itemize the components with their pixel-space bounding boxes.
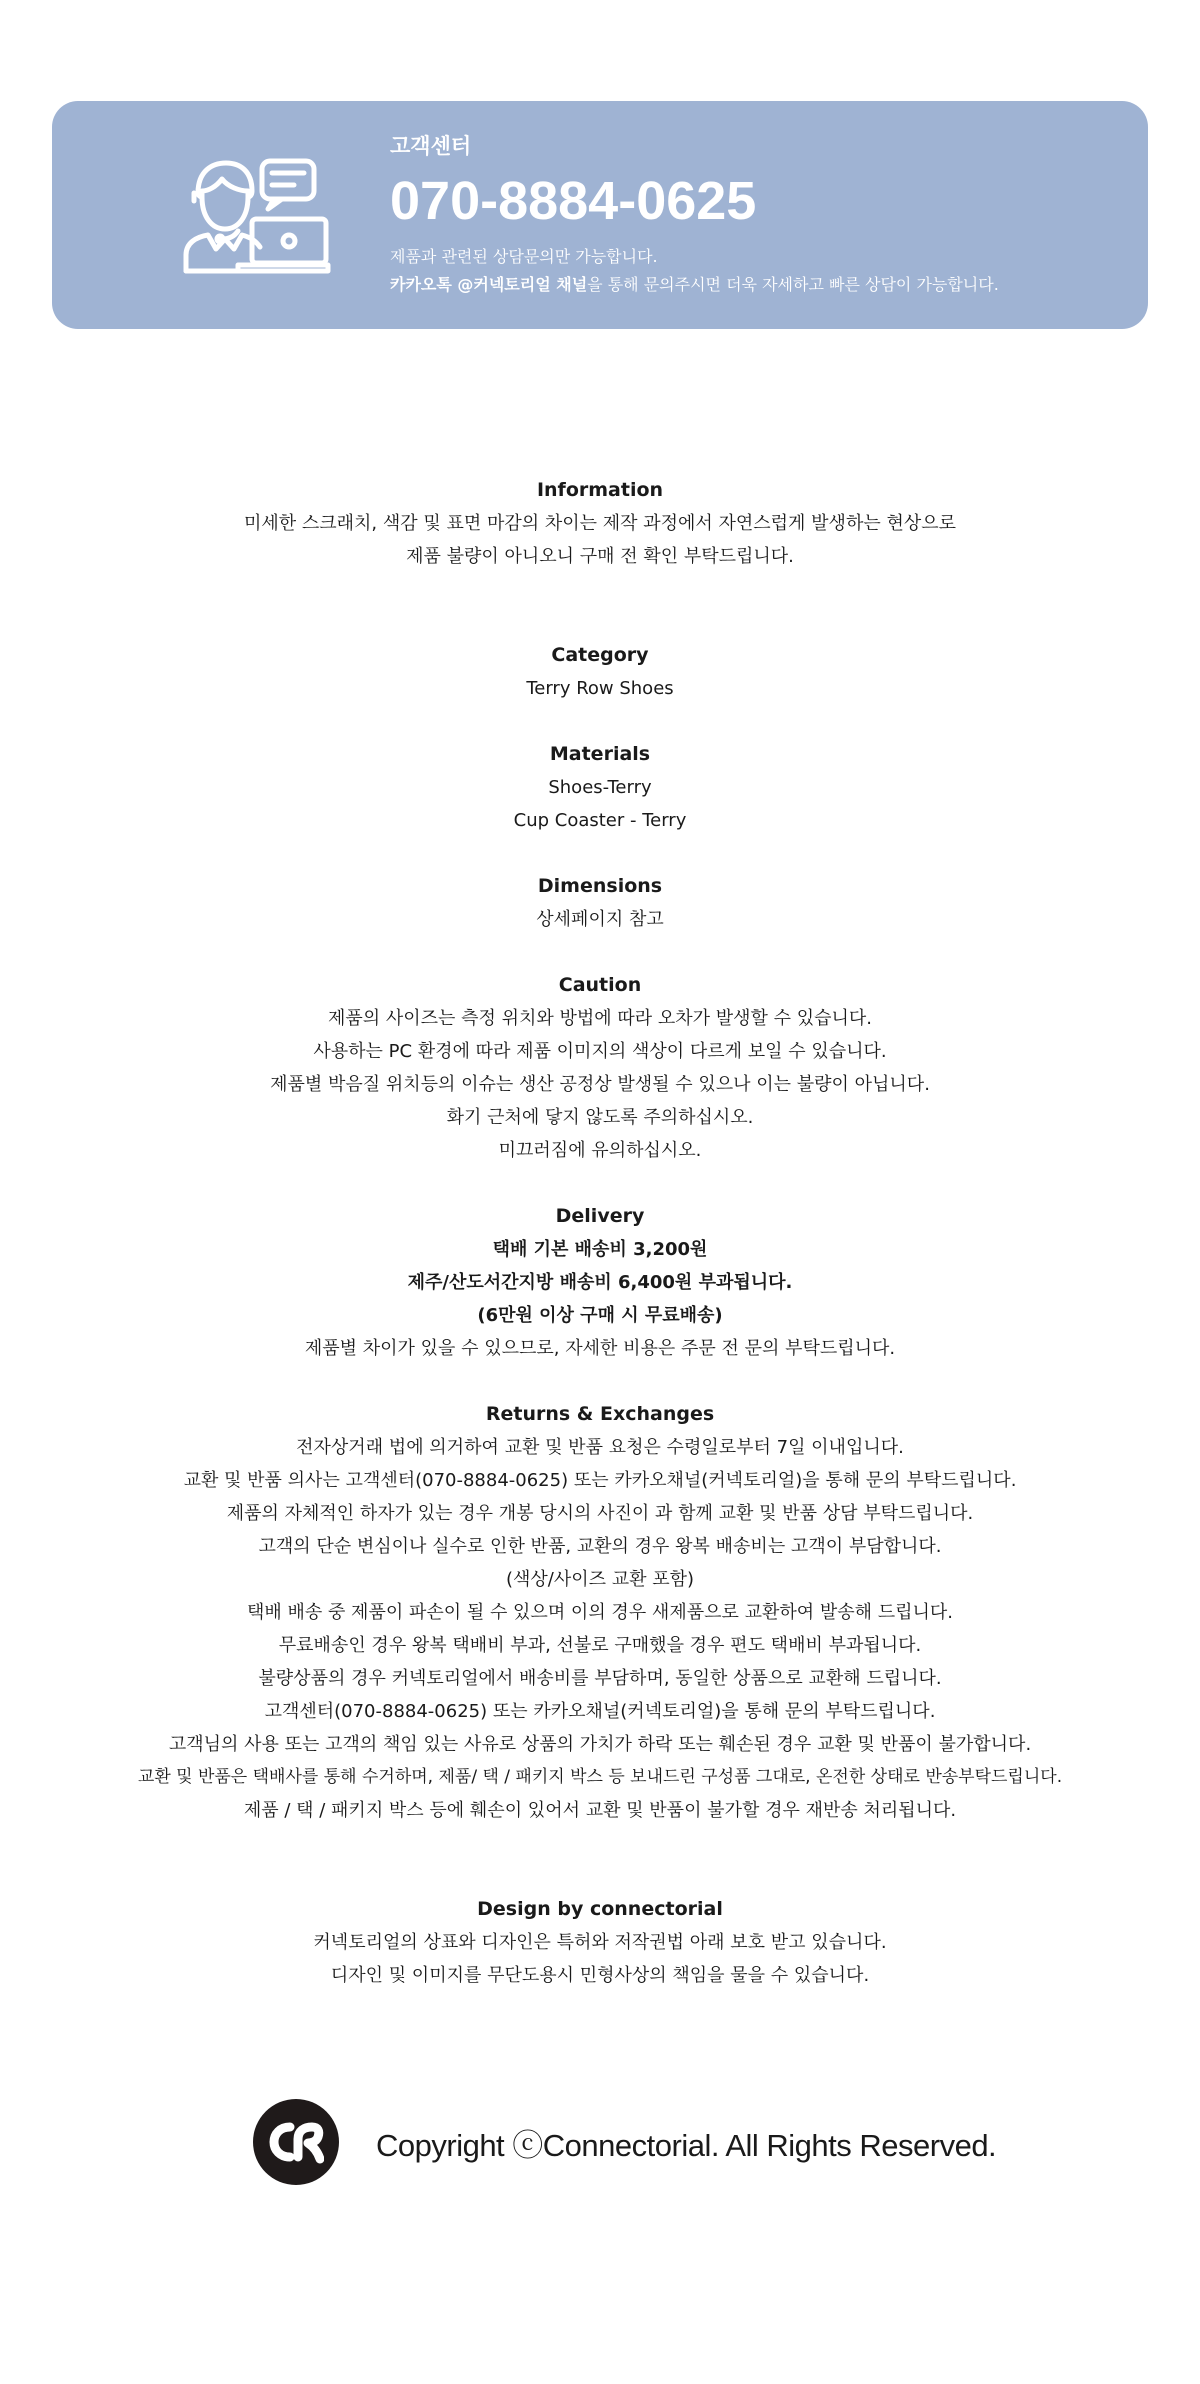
info-line-bold: (6만원 이상 구매 시 무료배송): [477, 1305, 723, 1326]
info-line: 무료배송인 경우 왕복 택배비 부과, 선불로 구매했을 경우 편도 택배비 부과됩니다.: [278, 1635, 922, 1656]
section-information: [0, 474, 1200, 573]
section-materials: [0, 738, 1200, 837]
customer-center-banner: [52, 101, 1148, 329]
customer-center-title: 고객센터: [390, 134, 472, 158]
connectorial-logo: [253, 2099, 339, 2185]
section-title: Dimensions: [537, 875, 663, 897]
info-line: Terry Row Shoes: [526, 678, 674, 699]
info-line: 제품별 박음질 위치등의 이슈는 생산 공정상 발생될 수 있으나 이는 불량이 아닙니다.: [270, 1074, 930, 1095]
description-line-2: [390, 271, 999, 299]
info-line: 미끄러짐에 유의하십시오.: [498, 1140, 702, 1161]
section-dimensions: [0, 870, 1200, 936]
info-line: 제품 / 택 / 패키지 박스 등에 훼손이 있어서 교환 및 반품이 불가할 경우 재반송 처리됩니다.: [243, 1800, 957, 1821]
section-title: Returns & Exchanges: [485, 1403, 715, 1425]
section-category: [0, 639, 1200, 705]
info-line: 교환 및 반품 의사는 고객센터(070-8884-0625) 또는 카카오채널(커넥토리얼)을 통해 문의 부탁드립니다.: [183, 1470, 1017, 1491]
section-title: Design by connectorial: [477, 1898, 723, 1920]
section-caution: [0, 969, 1200, 1167]
info-line: 디자인 및 이미지를 무단도용시 민형사상의 책임을 물을 수 있습니다.: [330, 1965, 870, 1986]
info-line: 고객님의 사용 또는 고객의 책임 있는 사유로 상품의 가치가 하락 또는 훼손된 경우 교환 및 반품이 불가합니다.: [168, 1734, 1032, 1755]
info-line: 제품의 사이즈는 측정 위치와 방법에 따라 오차가 발생할 수 있습니다.: [327, 1008, 873, 1029]
copyright-text: Copyright ⓒConnectorial. All Rights Reserved.: [376, 2127, 997, 2163]
description-line-2-rest: 을 통해 문의주시면 더욱 자세하고 빠른 상담이 가능합니다.: [587, 275, 999, 294]
section-title: Delivery: [555, 1205, 645, 1227]
section-delivery: [0, 1200, 1200, 1365]
info-line: 전자상거래 법에 의거하여 교환 및 반품 요청은 수령일로부터 7일 이내입니다.: [296, 1437, 904, 1458]
info-line: 불량상품의 경우 커넥토리얼에서 배송비를 부담하며, 동일한 상품으로 교환해 드립니다.: [258, 1668, 942, 1689]
section-title: Category: [551, 644, 649, 666]
footer: [253, 2098, 996, 2186]
customer-center-text: [390, 131, 999, 299]
connectorial-logo-mark-icon: [268, 2119, 324, 2165]
info-line: 제품별 차이가 있을 수 있으므로, 자세한 비용은 주문 전 문의 부탁드립니다.: [304, 1338, 896, 1359]
info-line: 고객센터(070-8884-0625) 또는 카카오채널(커넥토리얼)을 통해 문의 부탁드립니다.: [264, 1701, 936, 1722]
info-line: 교환 및 반품은 택배사를 통해 수거하며, 제품/ 택 / 패키지 박스 등 보내드린 구성품 그대로, 온전한 상태로 반송부탁드립니다.: [137, 1767, 1063, 1787]
info-line: 미세한 스크래치, 색감 및 표면 마감의 차이는 제작 과정에서 자연스럽게 발생하는 현상으로: [243, 513, 956, 534]
description-line-1: 제품과 관련된 상담문의만 가능합니다.: [390, 247, 658, 266]
info-line: 상세페이지 참고: [536, 909, 664, 930]
kakao-channel-name: 카카오톡 @커넥토리얼 채널: [390, 275, 588, 294]
info-line: 사용하는 PC 환경에 따라 제품 이미지의 색상이 다르게 보일 수 있습니다.: [313, 1041, 887, 1062]
info-line: (색상/사이즈 교환 포함): [505, 1569, 695, 1590]
section-design: [0, 1893, 1200, 1992]
info-line-bold: 택배 기본 배송비 3,200원: [492, 1239, 708, 1260]
section-title: Information: [536, 479, 664, 501]
section-returns-exchanges: [0, 1398, 1200, 1827]
info-line: 고객의 단순 변심이나 실수로 인한 반품, 교환의 경우 왕복 배송비는 고객이 부담합니다.: [258, 1536, 942, 1557]
info-line: 택배 배송 중 제품이 파손이 될 수 있으며 이의 경우 새제품으로 교환하여 발송해 드립니다.: [246, 1602, 954, 1623]
info-line: Shoes-Terry: [548, 777, 652, 798]
customer-center-description: [390, 243, 999, 299]
info-line-bold: 제주/산도서간지방 배송비 6,400원 부과됩니다.: [407, 1272, 793, 1293]
section-title: Caution: [558, 974, 642, 996]
info-line: 화기 근처에 닿지 않도록 주의하십시오.: [446, 1107, 754, 1128]
info-line: 제품 불량이 아니오니 구매 전 확인 부탁드립니다.: [406, 546, 794, 567]
info-line: 제품의 자체적인 하자가 있는 경우 개봉 당시의 사진이 과 함께 교환 및 반품 상담 부탁드립니다.: [226, 1503, 974, 1524]
customer-center-phone[interactable]: 070-8884-0625: [390, 171, 757, 231]
customer-support-headset-laptop-icon: [182, 157, 332, 275]
info-line: Cup Coaster - Terry: [513, 810, 687, 831]
section-title: Materials: [549, 743, 651, 765]
info-line: 커넥토리얼의 상표와 디자인은 특허와 저작권법 아래 보호 받고 있습니다.: [313, 1932, 887, 1953]
product-info: [0, 474, 1200, 1992]
